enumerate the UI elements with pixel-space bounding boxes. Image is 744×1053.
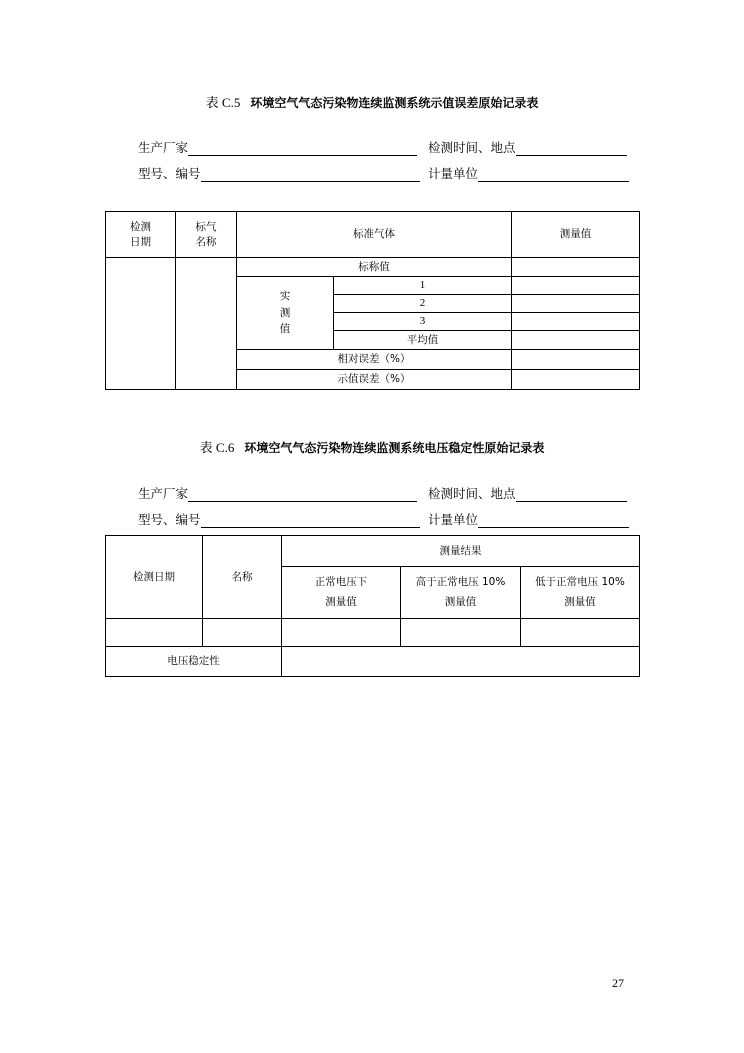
- table-c6: [105, 535, 640, 677]
- c5-manufacturer-field: [138, 138, 417, 156]
- c5-unit-label: 计量单位: [428, 166, 479, 181]
- c5-trial-1-label: 1: [334, 277, 512, 295]
- c6-name-cell[interactable]: [203, 619, 282, 647]
- c6-test-time-place-field: [428, 484, 627, 502]
- c5-test-time-place-label: 检测时间、地点: [428, 140, 516, 155]
- c6-voltage-stability-label: 电压稳定性: [106, 647, 282, 677]
- c6-header-name: 名称: [203, 536, 282, 619]
- c5-trial-3-cell[interactable]: [512, 313, 640, 331]
- c5-relative-error-label: 相对误差（%）: [237, 350, 512, 370]
- c6-header-below-voltage: 低于正常电压 10% 测量值: [521, 567, 640, 619]
- c5-model-number-blank[interactable]: [201, 167, 420, 182]
- c5-test-time-place-blank[interactable]: [516, 141, 627, 156]
- c6-below-voltage-cell[interactable]: [521, 619, 640, 647]
- c5-unit-blank[interactable]: [478, 167, 629, 182]
- c5-header-standard-gas: 标准气体: [237, 212, 512, 258]
- table-c5-number: 表 C.5: [205, 95, 241, 110]
- c6-voltage-stability-cell[interactable]: [282, 647, 640, 677]
- c5-manufacturer-label: 生产厂家: [138, 140, 189, 155]
- c5-nominal-value-label: 标称值: [237, 258, 512, 277]
- page-number: 27: [612, 976, 624, 990]
- c6-model-number-label: 型号、编号: [138, 512, 201, 527]
- c5-gas-name-cell[interactable]: [176, 258, 237, 390]
- c5-test-time-place-field: [428, 138, 627, 156]
- c5-trial-2-label: 2: [334, 295, 512, 313]
- c5-indication-error-cell[interactable]: [512, 370, 640, 390]
- c6-manufacturer-blank[interactable]: [188, 487, 417, 502]
- c5-header-measured-value: 测量值: [512, 212, 640, 258]
- c5-test-date-cell[interactable]: [106, 258, 176, 390]
- c6-model-number-blank[interactable]: [201, 513, 420, 528]
- c6-test-date-cell[interactable]: [106, 619, 203, 647]
- c6-unit-field: [428, 510, 629, 528]
- c5-trial-3-label: 3: [334, 313, 512, 331]
- c5-indication-error-label: 示值误差（%）: [237, 370, 512, 390]
- c6-header-results: 测量结果: [282, 536, 640, 567]
- c6-header-test-date: 检测日期: [106, 536, 203, 619]
- c6-manufacturer-field: [138, 484, 417, 502]
- c5-relative-error-cell[interactable]: [512, 350, 640, 370]
- table-c5-title: [0, 92, 744, 111]
- c5-actual-measured-label: 实 测 值: [237, 277, 334, 350]
- c6-header-normal-voltage: 正常电压下 测量值: [282, 567, 401, 619]
- table-c6-title: [0, 437, 744, 456]
- c5-header-test-date: 检测 日期: [106, 212, 176, 258]
- c5-average-label: 平均值: [334, 331, 512, 350]
- c5-model-number-label: 型号、编号: [138, 166, 201, 181]
- c6-manufacturer-label: 生产厂家: [138, 486, 189, 501]
- c6-test-time-place-label: 检测时间、地点: [428, 486, 516, 501]
- table-c6-number: 表 C.6: [199, 440, 235, 455]
- c6-test-time-place-blank[interactable]: [516, 487, 627, 502]
- c5-model-number-field: [138, 164, 420, 182]
- c6-model-number-field: [138, 510, 420, 528]
- c5-trial-1-cell[interactable]: [512, 277, 640, 295]
- c6-above-voltage-cell[interactable]: [401, 619, 521, 647]
- table-c5: [105, 211, 640, 390]
- table-c5-title-text: 环境空气气态污染物连续监测系统示值误差原始记录表: [250, 96, 539, 110]
- c6-normal-voltage-cell[interactable]: [282, 619, 401, 647]
- c5-nominal-value-cell[interactable]: [512, 258, 640, 277]
- c5-unit-field: [428, 164, 629, 182]
- table-c6-title-text: 环境空气气态污染物连续监测系统电压稳定性原始记录表: [244, 441, 545, 455]
- c6-unit-blank[interactable]: [478, 513, 629, 528]
- c5-manufacturer-blank[interactable]: [188, 141, 417, 156]
- c6-unit-label: 计量单位: [428, 512, 479, 527]
- c5-average-cell[interactable]: [512, 331, 640, 350]
- c5-header-gas-name: 标气 名称: [176, 212, 237, 258]
- c6-header-above-voltage: 高于正常电压 10% 测量值: [401, 567, 521, 619]
- c5-trial-2-cell[interactable]: [512, 295, 640, 313]
